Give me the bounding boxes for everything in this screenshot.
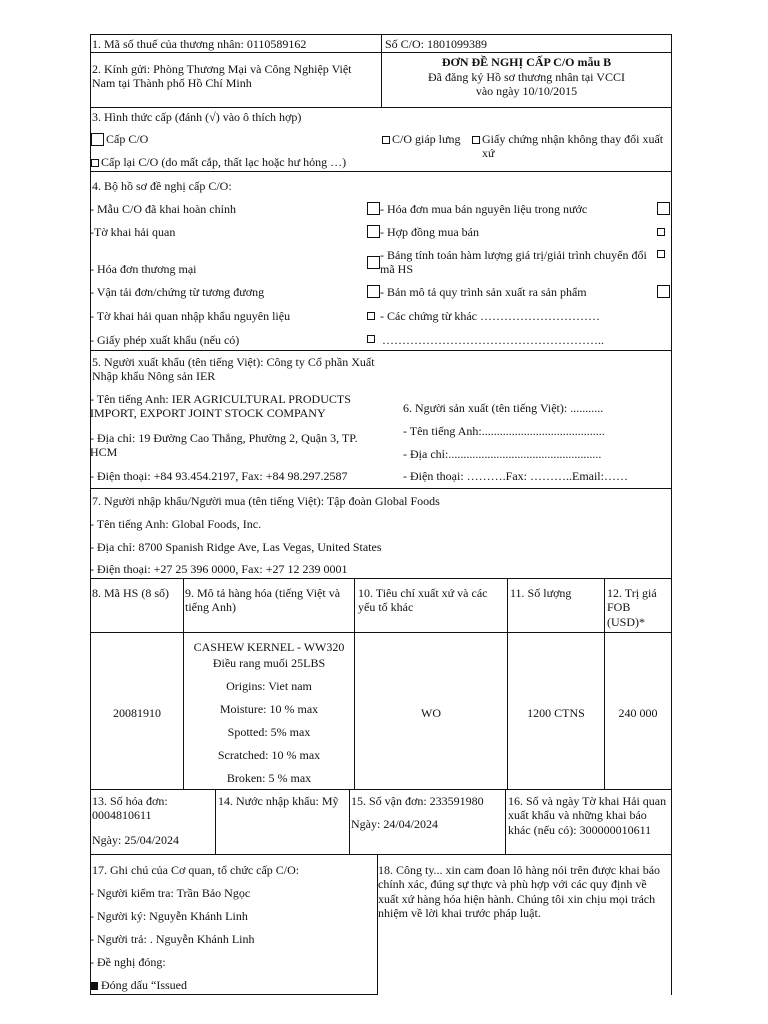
back-to-back-label: C/O giáp lưng bbox=[392, 132, 461, 146]
non-manipulation-checkbox[interactable] bbox=[472, 136, 480, 144]
issue-co-label: Cấp C/O bbox=[106, 132, 149, 146]
invoice-date: Ngày: 25/04/2024 bbox=[92, 833, 179, 847]
dossier-heading: 4. Bộ hồ sơ đề nghị cấp C/O: bbox=[92, 179, 232, 193]
dossier-checkbox[interactable] bbox=[657, 202, 670, 215]
co-number: Số C/O: 1801099389 bbox=[385, 37, 488, 51]
header-hs-code: 8. Mã HS (8 số) bbox=[92, 586, 169, 600]
exporter-name: 5. Người xuất khẩu (tên tiếng Việt): Công ty Cổ phần Xuất Nhập khẩu Nông sản IER bbox=[92, 355, 375, 384]
dossier-item: - Tờ khai hải quan nhập khẩu nguyên liệu bbox=[90, 309, 291, 323]
dossier-item: - Các chứng từ khác ………………………… bbox=[380, 309, 600, 323]
reissue-option[interactable] bbox=[91, 155, 346, 169]
divider bbox=[90, 854, 672, 855]
exporter-english-name: - Tên tiếng Anh: IER AGRICULTURAL PRODUCTS IMPORT, EXPORT JOINT STOCK COMPANY bbox=[90, 392, 351, 421]
dossier-item: - Bản mô tả quy trình sản xuất ra sản phẩm bbox=[380, 285, 587, 299]
border-right bbox=[671, 34, 672, 995]
back-to-back-option[interactable] bbox=[382, 132, 461, 146]
divider bbox=[90, 488, 672, 489]
dossier-checkbox[interactable] bbox=[367, 335, 375, 343]
divider bbox=[90, 789, 672, 790]
filled-square-icon bbox=[90, 982, 98, 990]
producer-address: - Địa chỉ:................................................... bbox=[403, 447, 602, 461]
divider bbox=[90, 52, 672, 53]
tax-code: 1. Mã số thuế của thương nhân: 0110589162 bbox=[92, 37, 307, 51]
header-origin-criteria: 10. Tiêu chí xuất xứ và các yếu tố khác bbox=[358, 586, 488, 615]
import-country: 14. Nước nhập khẩu: Mỹ bbox=[218, 794, 339, 808]
description-line: Moisture: 10 % max bbox=[219, 702, 319, 716]
exporter-address: - Địa chỉ: 19 Đường Cao Thắng, Phường 2, Quận 3, TP. HCM bbox=[90, 431, 358, 460]
non-manipulation-label: Giấy chứng nhận không thay đổi xuất xứ bbox=[482, 132, 664, 161]
issue-type-heading: 3. Hình thức cấp (đánh (√) vào ô thích hợp) bbox=[92, 110, 302, 124]
divider bbox=[349, 789, 350, 854]
header-fob-value: 12. Trị giá FOB (USD)* bbox=[607, 586, 657, 629]
dossier-item: -Tờ khai hải quan bbox=[90, 225, 176, 239]
dossier-checkbox[interactable] bbox=[367, 285, 380, 298]
header-description: 9. Mô tả hàng hóa (tiếng Việt và tiếng Anh) bbox=[185, 586, 341, 615]
description-line: Broken: 5 % max bbox=[226, 771, 312, 785]
issued-stamp-label: Đóng dấu “Issued bbox=[101, 978, 187, 992]
dossier-item: - Hóa đơn thương mại bbox=[90, 262, 197, 276]
co-application-form bbox=[90, 34, 672, 995]
divider bbox=[90, 632, 672, 633]
fob-value: 240 000 bbox=[618, 706, 658, 720]
stamp-request: - Đề nghị đóng: bbox=[90, 955, 166, 969]
dossier-checkbox[interactable] bbox=[657, 285, 670, 298]
registration-date: vào ngày 10/10/2015 bbox=[475, 84, 578, 98]
company-declaration: 18. Công ty... xin cam đoan lô hàng nói trên được khai báo chính xác, đúng sự thực và phù hợp với các quy định về xuất xứ hàng hóa hiện hành. Chúng tôi xin chịu mọi trách nhiệm về lời khai trước pháp luật. bbox=[378, 863, 661, 921]
description-line: CASHEW KERNEL - WW320 bbox=[193, 640, 345, 654]
description-line: Scratched: 10 % max bbox=[217, 748, 321, 762]
hs-code: 20081910 bbox=[113, 706, 161, 720]
dossier-item: - Hợp đồng mua bán bbox=[380, 225, 479, 239]
producer-phone: - Điện thoại: ……….Fax: ………..Email:…… bbox=[403, 469, 628, 483]
addressee: 2. Kính gửi: Phòng Thương Mại và Công Nghiệp Việt Nam tại Thành phố Hồ Chí Minh bbox=[92, 62, 352, 91]
divider bbox=[215, 789, 216, 854]
dossier-item: - Giấy phép xuất khẩu (nếu có) bbox=[90, 333, 240, 347]
authority-notes-heading: 17. Ghi chú của Cơ quan, tổ chức cấp C/O: bbox=[92, 863, 300, 877]
quantity: 1200 CTNS bbox=[527, 706, 585, 720]
divider bbox=[507, 578, 508, 789]
description-line: Điều rang muối 25LBS bbox=[212, 656, 326, 670]
divider bbox=[90, 107, 672, 108]
dossier-checkbox[interactable] bbox=[367, 256, 380, 269]
dossier-checkbox[interactable] bbox=[367, 312, 375, 320]
exporter-phone: - Điện thoại: +84 93.454.2197, Fax: +84 98.297.2587 bbox=[90, 469, 348, 483]
reissue-checkbox[interactable] bbox=[91, 159, 99, 167]
dossier-checkbox[interactable] bbox=[657, 228, 665, 236]
bill-of-lading-date: Ngày: 24/04/2024 bbox=[351, 817, 438, 831]
customs-declaration: 16. Số và ngày Tờ khai Hải quan xuất khẩu và những khai báo khác (nếu có): 300000010611 bbox=[508, 794, 667, 837]
dossier-item: - Mẫu C/O đã khai hoàn chỉnh bbox=[90, 202, 236, 216]
divider bbox=[505, 789, 506, 854]
signer: - Người ký: Nguyễn Khánh Linh bbox=[90, 909, 248, 923]
importer-phone: - Điện thoại: +27 25 396 0000, Fax: +27 12 239 0001 bbox=[90, 562, 348, 576]
divider bbox=[90, 578, 672, 579]
issue-co-checkbox[interactable] bbox=[91, 133, 104, 146]
dossier-item: - Hóa đơn mua bán nguyên liệu trong nước bbox=[380, 202, 588, 216]
form-title: ĐƠN ĐỀ NGHỊ CẤP C/O mẫu B bbox=[441, 55, 612, 69]
dossier-item: - Vận tải đơn/chứng từ tương đương bbox=[90, 285, 265, 299]
back-to-back-checkbox[interactable] bbox=[382, 136, 390, 144]
divider bbox=[90, 171, 672, 172]
divider bbox=[604, 578, 605, 789]
dossier-item: ……………………………………………….. bbox=[382, 333, 604, 347]
dossier-checkbox[interactable] bbox=[657, 250, 665, 258]
inspector: - Người kiểm tra: Trần Bảo Ngọc bbox=[90, 886, 251, 900]
border-left bbox=[90, 34, 91, 995]
dossier-checkbox[interactable] bbox=[367, 202, 380, 215]
producer-english-name: - Tên tiếng Anh:......................................... bbox=[403, 424, 605, 438]
divider bbox=[90, 350, 672, 351]
divider bbox=[354, 578, 355, 789]
returner: - Người trả: . Nguyễn Khánh Linh bbox=[90, 932, 255, 946]
importer-name: 7. Người nhập khẩu/Người mua (tên tiếng Việt): Tập đoàn Global Foods bbox=[92, 494, 440, 508]
origin-criteria: WO bbox=[421, 706, 441, 720]
divider bbox=[90, 994, 377, 995]
importer-english-name: - Tên tiếng Anh: Global Foods, Inc. bbox=[90, 517, 262, 531]
dossier-checkbox[interactable] bbox=[367, 225, 380, 238]
bill-of-lading-number: 15. Số vận đơn: 233591980 bbox=[351, 794, 484, 808]
producer-name: 6. Người sản xuất (tên tiếng Việt): ........... bbox=[403, 401, 604, 415]
dossier-item: - Bảng tính toán hàm lượng giá trị/giải trình chuyển đổi mã HS bbox=[380, 248, 647, 277]
description-line: Spotted: 5% max bbox=[227, 725, 311, 739]
description-line: Origins: Viet nam bbox=[226, 679, 312, 693]
importer-address: - Địa chỉ: 8700 Spanish Ridge Ave, Las Vegas, United States bbox=[90, 540, 382, 554]
vcci-registration: Đã đăng ký Hồ sơ thương nhân tại VCCI bbox=[428, 70, 625, 84]
header-quantity: 11. Số lượng bbox=[510, 586, 572, 600]
invoice-number: 13. Số hóa đơn: 0004810611 bbox=[92, 794, 168, 823]
issued-stamp-option bbox=[90, 978, 187, 992]
non-manipulation-option[interactable] bbox=[472, 132, 678, 161]
reissue-label: Cấp lại C/O (do mất cắp, thất lạc hoặc hư hỏng …) bbox=[101, 155, 347, 169]
